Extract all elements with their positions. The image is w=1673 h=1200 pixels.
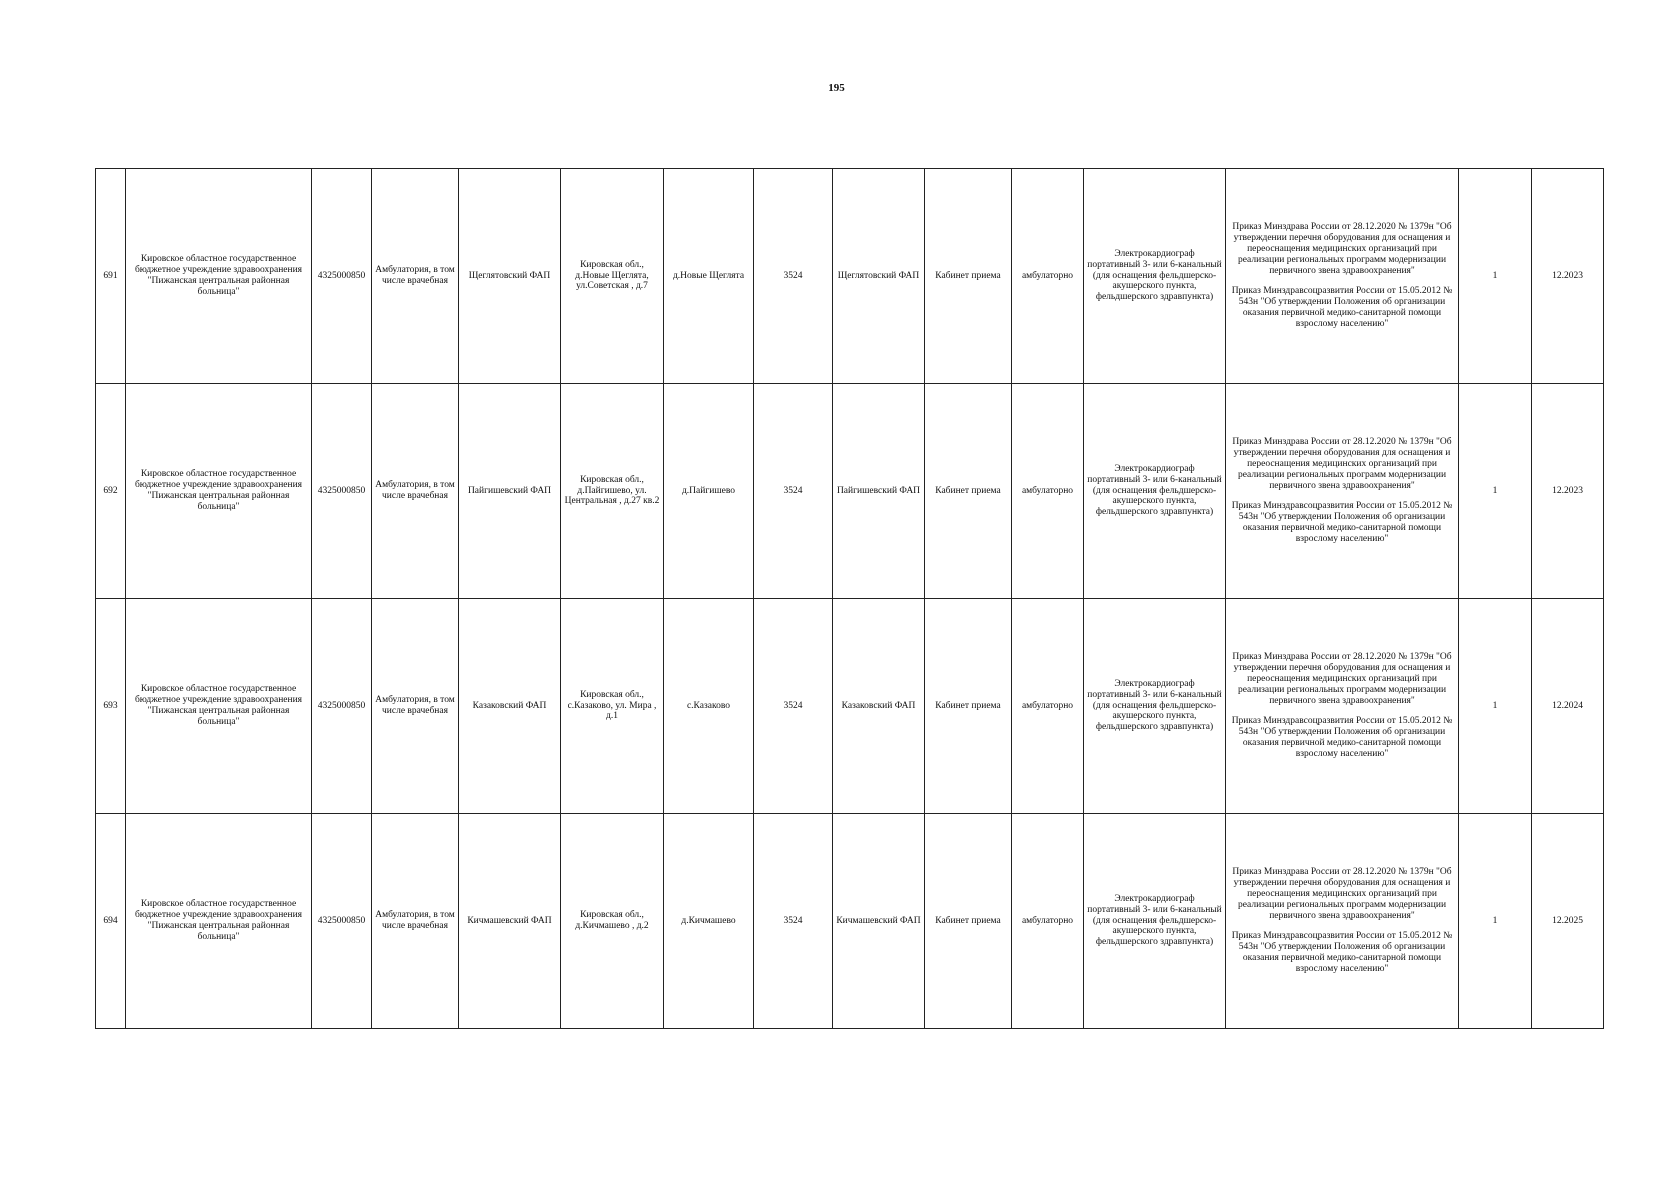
- regulation: [1226, 599, 1459, 814]
- row-index: 691: [96, 169, 126, 384]
- delivery-date: 12.2023: [1532, 169, 1604, 384]
- quantity: 1: [1459, 814, 1532, 1029]
- row-index: 694: [96, 814, 126, 1029]
- table-row: [96, 599, 1604, 814]
- unit-name: Щеглятовский ФАП: [459, 169, 561, 384]
- regulation-order-1379n: Приказ Минздрава России от 28.12.2020 № 1379н "Об утверждении перечня оборудования для оснащения и переоснащения медицинских организаций при реализации региональных программ модернизации первичного звена здравоохранения": [1232, 652, 1452, 707]
- delivery-date: 12.2023: [1532, 384, 1604, 599]
- care-form: амбулаторно: [1012, 814, 1084, 1029]
- page-number: 195: [828, 82, 845, 94]
- room: Кабинет приема: [925, 814, 1012, 1029]
- locality-code: 3524: [754, 599, 833, 814]
- address: Кировская обл., д.Кичмашево , д.2: [561, 814, 664, 1029]
- regulation-order-543n: Приказ Минздравсоцразвития России от 15.05.2012 № 543н "Об утверждении Положения об организации оказания первичной медико-санитарной помощи взрослому населению": [1231, 715, 1453, 759]
- organization-name: Кировское областное государственное бюджетное учреждение здравоохранения "Пижанская центральная районная больница": [126, 814, 312, 1029]
- locality: д.Кичмашево: [664, 814, 754, 1029]
- quantity: 1: [1459, 384, 1532, 599]
- regulation-order-1379n: Приказ Минздрава России от 28.12.2020 № 1379н "Об утверждении перечня оборудования для оснащения и переоснащения медицинских организаций при реализации региональных программ модернизации первичного звена здравоохранения": [1232, 867, 1452, 922]
- facility-type: Амбулатория, в том числе врачебная: [372, 169, 459, 384]
- regulation-order-543n: Приказ Минздравсоцразвития России от 15.05.2012 № 543н "Об утверждении Положения об организации оказания первичной медико-санитарной помощи взрослому населению": [1231, 285, 1453, 329]
- unit-name: Пайгишевский ФАП: [459, 384, 561, 599]
- organization-code: 4325000850: [312, 814, 372, 1029]
- subdivision: Пайгишевский ФАП: [833, 384, 925, 599]
- row-index: 692: [96, 384, 126, 599]
- table-row: [96, 169, 1604, 384]
- organization-name: Кировское областное государственное бюджетное учреждение здравоохранения "Пижанская центральная районная больница": [126, 599, 312, 814]
- locality-code: 3524: [754, 169, 833, 384]
- unit-name: Кичмашевский ФАП: [459, 814, 561, 1029]
- equipment: Электрокардиограф портативный 3- или 6-канальный (для оснащения фельдшерско-акушерского пункта, фельдшерского здравпункта): [1084, 169, 1226, 384]
- address: Кировская обл., д.Пайгишево, ул. Центральная , д.27 кв.2: [561, 384, 664, 599]
- organization-code: 4325000850: [312, 169, 372, 384]
- organization-name: Кировское областное государственное бюджетное учреждение здравоохранения "Пижанская центральная районная больница": [126, 169, 312, 384]
- care-form: амбулаторно: [1012, 599, 1084, 814]
- regulation: [1226, 384, 1459, 599]
- table-row: [96, 814, 1604, 1029]
- organization-code: 4325000850: [312, 384, 372, 599]
- address: Кировская обл., с.Казаково, ул. Мира , д.1: [561, 599, 664, 814]
- delivery-date: 12.2024: [1532, 599, 1604, 814]
- subdivision: Кичмашевский ФАП: [833, 814, 925, 1029]
- regulation: [1226, 169, 1459, 384]
- regulation-order-543n: Приказ Минздравсоцразвития России от 15.05.2012 № 543н "Об утверждении Положения об организации оказания первичной медико-санитарной помощи взрослому населению": [1231, 500, 1453, 544]
- regulation: [1226, 814, 1459, 1029]
- care-form: амбулаторно: [1012, 169, 1084, 384]
- regulation-order-1379n: Приказ Минздрава России от 28.12.2020 № 1379н "Об утверждении перечня оборудования для оснащения и переоснащения медицинских организаций при реализации региональных программ модернизации первичного звена здравоохранения": [1232, 437, 1452, 492]
- equipment: Электрокардиограф портативный 3- или 6-канальный (для оснащения фельдшерско-акушерского пункта, фельдшерского здравпункта): [1084, 814, 1226, 1029]
- row-index: 693: [96, 599, 126, 814]
- delivery-date: 12.2025: [1532, 814, 1604, 1029]
- organization-name: Кировское областное государственное бюджетное учреждение здравоохранения "Пижанская центральная районная больница": [126, 384, 312, 599]
- locality: с.Казаково: [664, 599, 754, 814]
- locality-code: 3524: [754, 814, 833, 1029]
- room: Кабинет приема: [925, 384, 1012, 599]
- locality: д.Пайгишево: [664, 384, 754, 599]
- unit-name: Казаковский ФАП: [459, 599, 561, 814]
- equipment: Электрокардиограф портативный 3- или 6-канальный (для оснащения фельдшерско-акушерского пункта, фельдшерского здравпункта): [1084, 384, 1226, 599]
- locality-code: 3524: [754, 384, 833, 599]
- organization-code: 4325000850: [312, 599, 372, 814]
- subdivision: Щеглятовский ФАП: [833, 169, 925, 384]
- quantity: 1: [1459, 169, 1532, 384]
- facility-type: Амбулатория, в том числе врачебная: [372, 599, 459, 814]
- table-row: [96, 384, 1604, 599]
- equipment: Электрокардиограф портативный 3- или 6-канальный (для оснащения фельдшерско-акушерского пункта, фельдшерского здравпункта): [1084, 599, 1226, 814]
- care-form: амбулаторно: [1012, 384, 1084, 599]
- room: Кабинет приема: [925, 599, 1012, 814]
- address: Кировская обл., д.Новые Щеглята, ул.Советская , д.7: [561, 169, 664, 384]
- facility-type: Амбулатория, в том числе врачебная: [372, 814, 459, 1029]
- regulation-order-543n: Приказ Минздравсоцразвития России от 15.05.2012 № 543н "Об утверждении Положения об организации оказания первичной медико-санитарной помощи взрослому населению": [1231, 930, 1453, 974]
- quantity: 1: [1459, 599, 1532, 814]
- subdivision: Казаковский ФАП: [833, 599, 925, 814]
- facility-type: Амбулатория, в том числе врачебная: [372, 384, 459, 599]
- registry-table: [95, 168, 1604, 1029]
- regulation-order-1379n: Приказ Минздрава России от 28.12.2020 № 1379н "Об утверждении перечня оборудования для оснащения и переоснащения медицинских организаций при реализации региональных программ модернизации первичного звена здравоохранения": [1232, 222, 1452, 277]
- locality: д.Новые Щеглята: [664, 169, 754, 384]
- room: Кабинет приема: [925, 169, 1012, 384]
